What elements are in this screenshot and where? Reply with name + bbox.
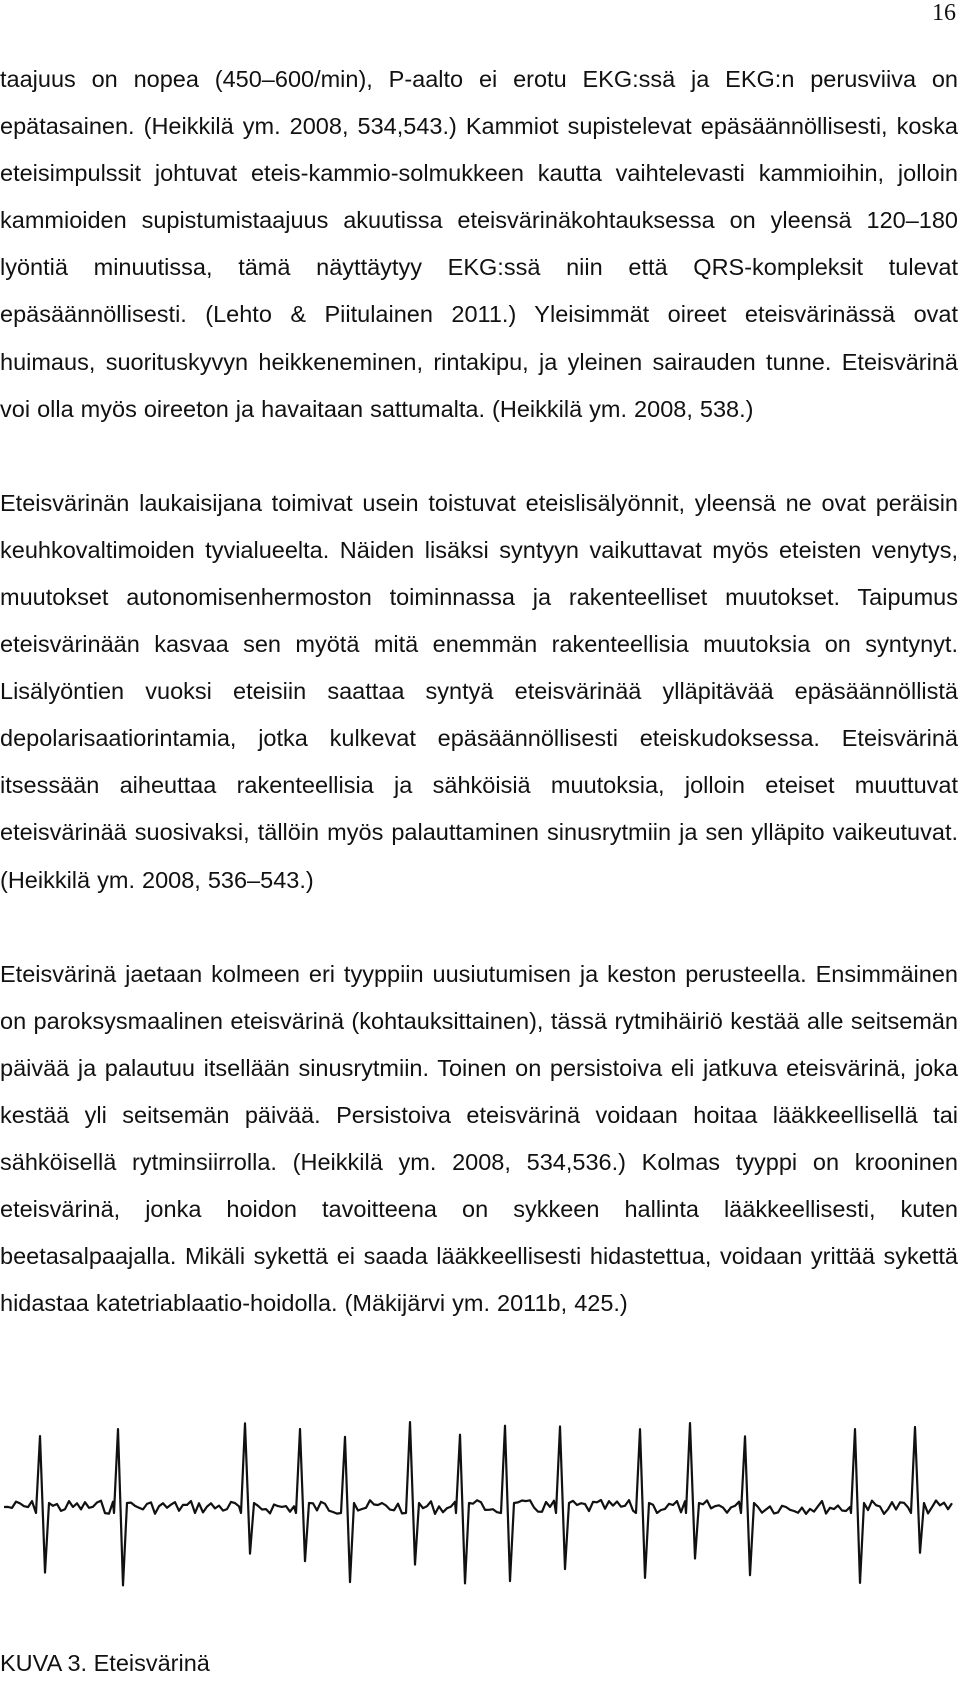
document-body (0, 56, 958, 1327)
paragraph-3: Eteisvärinä jaetaan kolmeen eri tyyppiin uusiutumisen ja keston perusteella. Ensimmäinen on paroksysmaalinen eteisvärinä (kohtauksittainen), tässä rytmihäiriö kestää alle seitsemän päivää ja palautuu itsellään sinusrytmiin. Toinen on persistoiva eli jatkuva eteisvärinä, joka kestää yli seitsemän päivää. Persistoiva eteisvärinä voidaan hoitaa lääkkeellisellä tai sähköisellä rytminsiirrolla. (Heikkilä ym. 2008, 534,536.) Kolmas tyyppi on krooninen eteisvärinä, jonka hoidon tavoitteena on sykkeen hallinta lääkkeellisesti, kuten beetasalpaajalla. Mikäli sykettä ei saada lääkkeellisesti hidastettua, voidaan yrittää sykettä hidastaa katetriablaatio-hoidolla. (Mäkijärvi ym. 2011b, 425.) (0, 960, 958, 1317)
paragraph-2: Eteisvärinän laukaisijana toimivat usein toistuvat eteislisälyönnit, yleensä ne ovat peräisin keuhkovaltimoiden tyvialueelta. Näiden lisäksi syntyyn vaikuttavat myös eteisten venytys, muutokset autonomisenhermoston toiminnassa ja rakenteelliset muutokset. Taipumus eteisvärinään kasvaa sen myötä mitä enemmän rakenteellisia muutoksia on syntynyt. Lisälyöntien vuoksi eteisiin saattaa syntyä eteisvärinää ylläpitävää epäsäännöllistä depolarisaatiorintamia, jotka kulkevat epäsäännöllisesti eteiskudoksessa. Eteisvärinä itsessään aiheuttaa rakenteellisia ja sähköisiä muutoksia, jolloin eteiset muuttuvat eteisvärinää suosivaksi, tällöin myös palauttaminen sinusrytmiin ja sen ylläpito vaikeutuvat. (Heikkilä ym. 2008, 536–543.) (0, 489, 958, 893)
ecg-figure (0, 1402, 958, 1612)
page-number: 16 (932, 0, 956, 26)
figure-caption: KUVA 3. Eteisvärinä (0, 1650, 210, 1676)
paragraph-1: taajuus on nopea (450–600/min), P-aalto ei erotu EKG:ssä ja EKG:n perusviiva on epätasainen. (Heikkilä ym. 2008, 534,543.) Kammiot supistelevat epäsäännöllisesti, koska eteisimpulssit johtuvat eteis-kammio-solmukkeen kautta vaihtelevasti kammioihin, jolloin kammioiden supistumistaajuus akuutissa eteisvärinäkohtauksessa on yleensä 120–180 lyöntiä minuutissa, tämä näyttäytyy EKG:ssä niin että QRS-kompleksit tulevat epäsäännöllisesti. (Lehto & Piitulainen 2011.) Yleisimmät oireet eteisvärinässä ovat huimaus, suorituskyvyn heikkeneminen, rintakipu, ja yleinen sairauden tunne. Eteisvärinä voi olla myös oireeton ja havaitaan sattumalta. (Heikkilä ym. 2008, 538.) (0, 66, 958, 422)
ecg-trace-image (0, 1402, 958, 1612)
ecg-trace-line (4, 1422, 952, 1585)
